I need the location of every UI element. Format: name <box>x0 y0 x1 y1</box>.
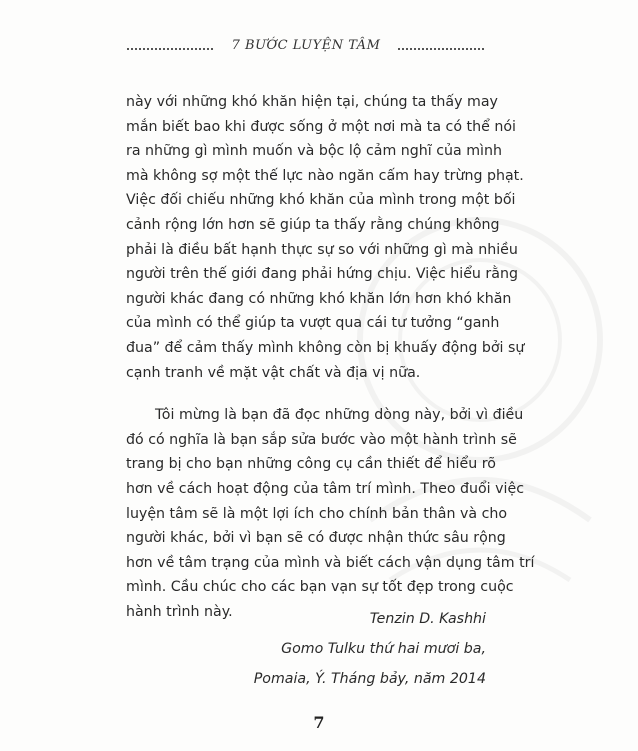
text-line: cảnh rộng lớn hơn sẽ giúp ta thấy rằng chúng không <box>126 216 500 233</box>
paragraph-2 <box>126 403 535 624</box>
text-line: Việc đối chiếu những khó khăn của mình trong một bối <box>126 192 516 209</box>
paragraph-spacer <box>126 385 506 403</box>
text-line: Tôi mừng là bạn đã đọc những dòng này, bởi vì điều <box>155 407 524 424</box>
header-dotted-rule-right <box>398 48 484 50</box>
text-line: cạnh tranh về mặt vật chất và địa vị nữa. <box>126 364 421 381</box>
paragraph-1 <box>126 90 525 385</box>
running-header <box>0 36 638 60</box>
header-dotted-rule-left <box>127 48 213 50</box>
body-text <box>126 90 535 624</box>
text-line: mình. Cầu chúc cho các bạn vạn sự tốt đẹp trong cuộc <box>126 579 514 596</box>
text-line: người khác, bởi vì bạn sẽ có được nhận thức sâu rộng <box>126 530 506 547</box>
signature-name: Tenzin D. Kashhi <box>369 611 486 627</box>
text-line: người khác đang có những khó khăn lớn hơn khó khăn <box>126 290 512 307</box>
page-number: 7 <box>313 713 325 732</box>
text-line: hơn về cách hoạt động của tâm trí mình. Theo đuổi việc <box>126 480 525 497</box>
text-line: luyện tâm sẽ là một lợi ích cho chính bản thân và cho <box>126 505 508 522</box>
text-line: người trên thế giới đang phải hứng chịu. Việc hiểu rằng <box>126 266 518 283</box>
text-line: mắn biết bao khi được sống ở một nơi mà ta có thể nói <box>126 118 516 135</box>
signature-title: Gomo Tulku thứ hai mươi ba, <box>281 641 486 657</box>
text-line: phải là điều bất hạnh thực sự so với những gì mà nhiều <box>126 241 518 258</box>
signature-place-date: Pomaia, Ý. Tháng bảy, năm 2014 <box>253 671 486 687</box>
text-line: này với những khó khăn hiện tại, chúng ta thấy may <box>126 94 498 110</box>
text-line: hành trình này. <box>126 603 233 620</box>
text-line: đó có nghĩa là bạn sắp sửa bước vào một hành trình sẽ <box>126 431 517 448</box>
text-line: hơn về tâm trạng của mình và biết cách vận dụng tâm trí <box>126 554 535 571</box>
text-line: trang bị cho bạn những công cụ cần thiết để hiểu rõ <box>126 456 496 473</box>
text-line: ra những gì mình muốn và bộc lộ cảm nghĩ của mình <box>126 143 502 160</box>
text-line: đua” để cảm thấy mình không còn bị khuấy động bởi sự <box>126 339 525 356</box>
running-title: 7 BƯỚC LUYỆN TÂM <box>231 38 381 53</box>
text-line: mà không sợ một thế lực nào ngăn cấm hay trừng phạt. <box>126 167 524 184</box>
signature-block <box>254 604 486 694</box>
text-line: của mình có thể giúp ta vượt qua cái tư tưởng “ganh <box>126 315 500 332</box>
